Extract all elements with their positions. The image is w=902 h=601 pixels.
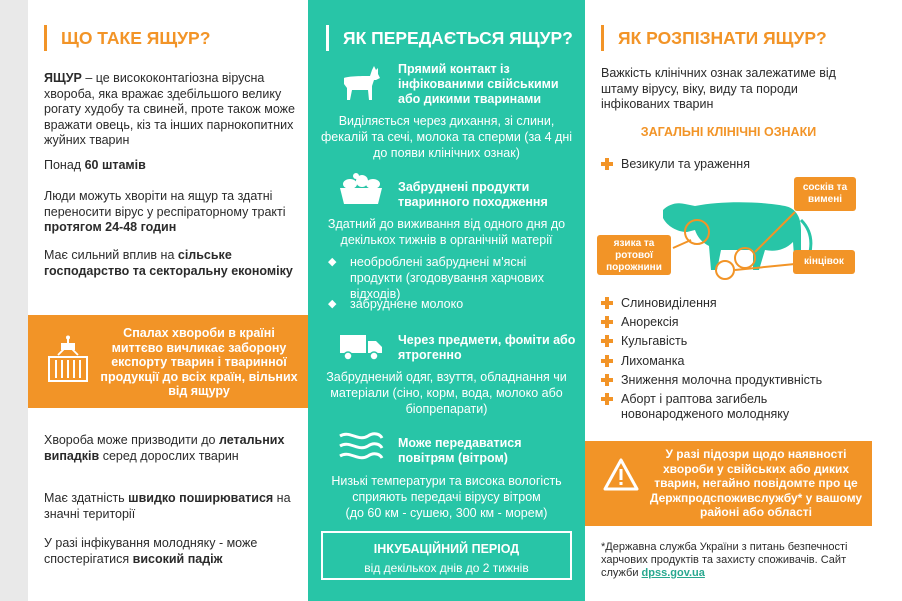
plus-icon — [601, 393, 613, 405]
sign-abortion-text: Аборт і раптова загибель новонародженого молодняку — [621, 392, 790, 421]
footnote — [601, 541, 866, 580]
incubation-title: ІНКУБАЦІЙНИЙ ПЕРІОД — [373, 542, 520, 556]
fomites-text: Забруднений одяг, взуття, обладнання чи матеріали (сіно, корм, вода, молоко або біопрепарати) — [326, 370, 567, 416]
sign-fever-text: Лихоманка — [621, 354, 685, 368]
heading-recognition: ЯК РОЗПІЗНАТИ ЯЩУР? — [601, 25, 827, 51]
sign-salivation-text: Слиновиділення — [621, 296, 717, 310]
incubation-box — [321, 531, 572, 580]
sign-anorexia-text: Анорексія — [621, 315, 679, 329]
contaminated-products-title: Забруднені продукти тваринного походження — [398, 180, 548, 209]
direct-contact-text: Виділяється через дихання, зі слини, фекалій та сечі, молока та сперми (за 4 дні до появи клінічних ознак) — [320, 114, 572, 160]
bullet-milk-text: забруднене молоко — [350, 297, 464, 311]
plus-icon — [601, 374, 613, 386]
callout-udder: сосків та вимені — [794, 177, 856, 211]
bullet-meat-text: необроблені забруднені м'ясні продукти (згодовування харчових відходів) — [350, 255, 545, 301]
definition-text: – це висококонтагіозна вірусна хвороба, яка вражає здебільшого велику рогату худобу та свиней, проте також може вражати овець, кіз та інших парнокопитних жуйних тварин — [44, 71, 295, 147]
export-ban-alert — [28, 315, 308, 408]
wind-icon — [336, 428, 386, 464]
footnote-text: *Державна служба України з питань безпечності харчових продуктів та захисту споживачів. Сайт служби — [601, 541, 848, 579]
sign-lameness-text: Кульгавість — [621, 334, 688, 348]
callout-limbs: кінцівок — [793, 250, 855, 274]
economy-bold: сільське господарство та секторальну економіку — [44, 248, 293, 278]
clinical-signs-heading: ЗАГАЛЬНІ КЛІНІЧНІ ОЗНАКИ — [640, 125, 817, 139]
spread-text: Має здатність — [44, 491, 129, 505]
sign-vesicles-text: Везикули та ураження — [621, 157, 750, 171]
diamond-bullet-icon: ◆ — [328, 298, 337, 310]
export-ban-text: Спалах хвороби в країні миттєво вичликає заборону експорту тварин і тваринної продукції до всіх країн, вільних від ящуру — [100, 326, 298, 398]
spread-paragraph — [44, 491, 296, 522]
heading-what-is-fmd: ЩО ТАКЕ ЯЩУР? — [44, 25, 210, 51]
lethal-text: Хвороба може призводити до — [44, 433, 219, 447]
food-basket-icon — [336, 172, 386, 206]
report-alert-text: У разі підозри щодо наявності хвороби у свійських або диких тварин, негайно повідомте про це Держпродспоживслужбу* у вашому районі або області — [649, 447, 863, 519]
plus-icon — [601, 335, 613, 347]
airborne-text: Низькі температури та висока вологість сприяють передачі вірусу вітром — [331, 474, 562, 504]
dpss-link[interactable]: dpss.gov.ua — [641, 567, 705, 579]
severity-intro: Важкість клінічних ознак залежатиме від штаму вірусу, віку, виду та породи інфікованих тварин — [601, 66, 836, 111]
truck-icon — [338, 331, 384, 361]
young-paragraph — [44, 536, 296, 567]
plus-icon — [601, 316, 613, 328]
strains-count: 60 штамів — [84, 158, 146, 172]
heading-transmission: ЯК ПЕРЕДАЄТЬСЯ ЯЩУР? — [326, 25, 573, 51]
lethal-text2: серед дорослих тварин — [99, 448, 239, 463]
plus-icon — [601, 355, 613, 367]
airborne-title: Може передаватися повітрям (вітром) — [398, 436, 522, 465]
plus-icon — [601, 158, 613, 170]
goat-icon — [338, 64, 382, 104]
fmd-term: ЯЩУР — [44, 71, 82, 85]
warning-icon — [603, 457, 639, 493]
report-alert — [585, 441, 872, 526]
young-text: У разі інфікування молодняку - може спостерігатися — [44, 536, 258, 566]
lethal-bold: летальних випадків — [44, 433, 285, 463]
fomites-title: Через предмети, фоміти або ятрогенно — [398, 333, 576, 362]
incubation-text: від декількох днів до 2 тижнів — [364, 561, 529, 575]
spread-text2: на значні території — [44, 491, 291, 521]
humans-paragraph — [44, 189, 296, 236]
economy-text: Має сильний вплив на — [44, 248, 178, 262]
callout-mouth: язика та ротової порожнини — [597, 235, 671, 275]
plus-icon — [601, 297, 613, 309]
lethal-paragraph — [44, 433, 296, 464]
contaminated-products-text: Здатний до виживання від одного дня до декількох тижнів в органічній матерії — [327, 217, 566, 247]
humans-duration: протягом 24-48 годин — [44, 220, 177, 234]
right-margin — [872, 0, 902, 601]
spread-bold: швидко поширюватися — [128, 491, 274, 505]
economy-paragraph — [44, 248, 296, 279]
container-crane-icon — [46, 335, 90, 385]
panel-what-is-fmd — [28, 0, 308, 601]
strains-paragraph — [44, 158, 296, 174]
panel-transmission — [308, 0, 585, 601]
airborne-distance: (до 60 км - сушею, 300 км - морем) — [345, 506, 548, 520]
diamond-bullet-icon: ◆ — [328, 256, 337, 268]
direct-contact-title: Прямий контакт із інфікованими свійськими або дикими тваринами — [398, 62, 559, 106]
strains-text: Понад — [44, 158, 85, 172]
young-bold: високий падіж — [132, 551, 223, 566]
sign-milk-drop-text: Зниження молочна продуктивність — [621, 373, 823, 387]
definition-paragraph — [44, 71, 296, 149]
panel-recognition — [585, 0, 872, 601]
humans-text: Люди можуть хворіти на ящур та здатні переносити вірус у респіраторному тракті — [44, 189, 286, 219]
